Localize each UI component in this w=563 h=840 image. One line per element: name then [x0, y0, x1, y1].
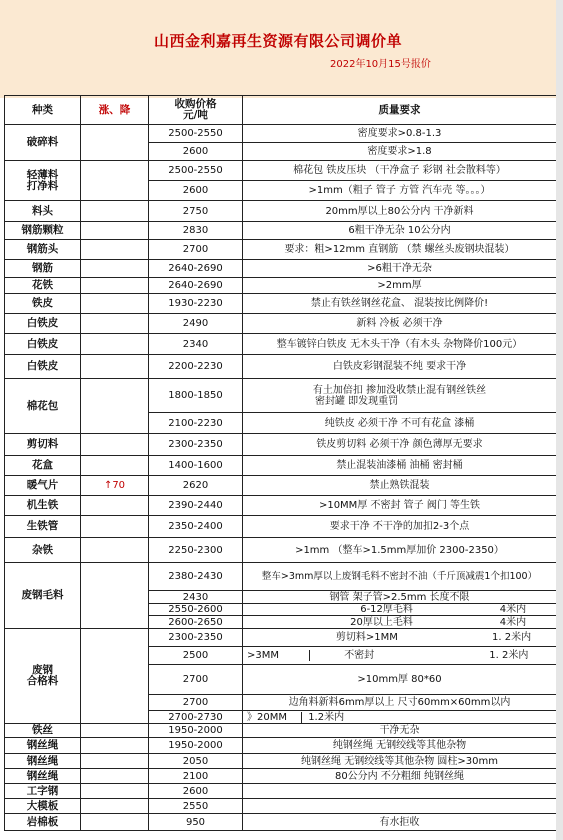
- requirement-part: 4米内: [499, 604, 527, 615]
- requirement-cell: 密度要求>0.8-1.3: [243, 125, 557, 143]
- change-cell: ↑70: [81, 476, 149, 496]
- table-row: [5, 434, 557, 456]
- requirement-cell: >1mm （整车>1.5mm厚加价 2300-2350）: [243, 538, 557, 563]
- requirement-cell: 白铁皮彩钢混装不纯 要求干净: [243, 355, 557, 379]
- table-row: [5, 538, 557, 563]
- category-cell: [5, 629, 81, 724]
- requirement-cell: [243, 784, 557, 799]
- table-row: [5, 516, 557, 538]
- table-row: [5, 278, 557, 294]
- price-cell: 2500: [149, 647, 243, 665]
- requirement-cell: 纯钢丝绳 无钢绞线等其他杂物 圆柱>30mm: [243, 754, 557, 769]
- category-cell: 破碎料: [5, 125, 81, 161]
- change-cell: [81, 456, 149, 476]
- requirement-cell: 要求：粗>12mm 直钢筋 （禁 螺丝头废钢块混装）: [243, 240, 557, 260]
- change-cell: [81, 125, 149, 161]
- requirement-line: 有土加倍扣 掺加没收禁止混有钢丝铁丝: [312, 384, 487, 396]
- category-cell: 铁皮: [5, 294, 81, 314]
- category-cell: 花铁: [5, 278, 81, 294]
- table-row: [5, 161, 557, 181]
- table-row: [5, 201, 557, 222]
- requirement-part: 不密封: [344, 650, 375, 661]
- requirement-cell: 棉花包 铁皮压块 （干净盒子 彩钢 社会散料等）: [243, 161, 557, 181]
- category-cell: 暖气片: [5, 476, 81, 496]
- price-cell: 2500-2550: [149, 125, 243, 143]
- table-header-row: [5, 96, 557, 125]
- price-cell: 2750: [149, 201, 243, 222]
- category-cell: 机生铁: [5, 496, 81, 516]
- table-row: [5, 125, 557, 143]
- table-row: [5, 334, 557, 355]
- page-edge: [556, 0, 563, 840]
- category-line: 打净料: [26, 179, 59, 192]
- requirement-cell: 干净无杂: [243, 724, 557, 738]
- price-cell: 2350-2400: [149, 516, 243, 538]
- price-cell: 2050: [149, 754, 243, 769]
- category-cell: 生铁管: [5, 516, 81, 538]
- requirement-part: 1. 2米内: [492, 632, 532, 643]
- change-cell: [81, 629, 149, 724]
- change-cell: [81, 516, 149, 538]
- price-cell: 2830: [149, 222, 243, 240]
- category-cell: 钢筋头: [5, 240, 81, 260]
- requirement-cell: 20mm厚以上80公分内 干净新料: [243, 201, 557, 222]
- price-cell: 1950-2000: [149, 724, 243, 738]
- table-row: [5, 456, 557, 476]
- requirement-cell: 边角料新料6mm厚以上 尺寸60mm×60mm以内: [243, 695, 557, 711]
- price-cell: 2700: [149, 240, 243, 260]
- category-cell: 白铁皮: [5, 334, 81, 355]
- requirement-part: 1. 2米内: [489, 650, 529, 661]
- table-row: [5, 260, 557, 278]
- category-cell: 钢丝绳: [5, 754, 81, 769]
- category-line: 轻薄料: [26, 168, 59, 181]
- price-cell: 1950-2000: [149, 738, 243, 754]
- requirement-cell: 整车镀锌白铁皮 无木头干净（有木头 杂物降价100元）: [243, 334, 557, 355]
- table-row: [5, 314, 557, 334]
- change-cell: [81, 434, 149, 456]
- change-cell: [81, 260, 149, 278]
- column-header-requirement: 质量要求: [243, 96, 557, 125]
- change-cell: [81, 814, 149, 831]
- requirement-cell: 密度要求>1.8: [243, 143, 557, 161]
- requirement-cell: 禁止熟铁混装: [243, 476, 557, 496]
- change-cell: [81, 334, 149, 355]
- change-cell: [81, 538, 149, 563]
- change-cell: [81, 784, 149, 799]
- change-cell: [81, 379, 149, 434]
- category-cell: 钢筋颗粒: [5, 222, 81, 240]
- table-row: [5, 724, 557, 738]
- price-cell: 2700-2730: [149, 711, 243, 724]
- category-cell: 白铁皮: [5, 355, 81, 379]
- requirement-cell: [243, 629, 557, 647]
- price-cell: 2300-2350: [149, 434, 243, 456]
- change-cell: [81, 240, 149, 260]
- category-cell: 钢筋: [5, 260, 81, 278]
- requirement-cell: 6粗干净无杂 10公分内: [243, 222, 557, 240]
- category-line: 废钢: [32, 664, 53, 676]
- category-cell: 料头: [5, 201, 81, 222]
- table-row: [5, 294, 557, 314]
- price-cell: 2600: [149, 181, 243, 201]
- requirement-cell: >1mm（粗子 管子 方管 汽车壳 等。。。）: [243, 181, 557, 201]
- requirement-cell: >2mm厚: [243, 278, 557, 294]
- requirement-line: 密封罐 即发现重罚: [315, 395, 399, 407]
- category-cell: 大模板: [5, 799, 81, 814]
- price-cell: 2490: [149, 314, 243, 334]
- table-row: [5, 814, 557, 831]
- price-cell: 2640-2690: [149, 260, 243, 278]
- requirement-part: 》20MM: [247, 712, 302, 723]
- requirement-cell: [243, 616, 557, 629]
- change-cell: [81, 496, 149, 516]
- requirement-cell: 纯钢丝绳 无钢绞线等其他杂物: [243, 738, 557, 754]
- quote-date: 2022年10月15号报价: [330, 59, 431, 70]
- table-row: [5, 799, 557, 814]
- table-row: [5, 496, 557, 516]
- requirement-cell: 禁止有铁丝钢丝花盒、 混装按比例降价!: [243, 294, 557, 314]
- table-row: [5, 738, 557, 754]
- table-row: [5, 240, 557, 260]
- requirement-cell: >10mm厚 80*60: [243, 665, 557, 695]
- column-header-category: 种类: [5, 96, 81, 125]
- table-row: [5, 784, 557, 799]
- table-row: [5, 476, 557, 496]
- change-cell: [81, 738, 149, 754]
- change-cell: [81, 754, 149, 769]
- requirement-cell: 铁皮剪切料 必须干净 颜色薄厚无要求: [243, 434, 557, 456]
- requirement-cell: 新料 冷板 必须干净: [243, 314, 557, 334]
- price-cell: 2600: [149, 143, 243, 161]
- price-cell: 2500-2550: [149, 161, 243, 181]
- requirement-part: 20厚以上毛料: [350, 616, 413, 628]
- change-cell: [81, 724, 149, 738]
- requirement-cell: >10MM厚 不密封 管子 阀门 等生铁: [243, 496, 557, 516]
- price-cell: 950: [149, 814, 243, 831]
- price-cell: 2550-2600: [149, 604, 243, 616]
- category-cell: 钢丝绳: [5, 738, 81, 754]
- table-row: [5, 563, 557, 591]
- requirement-part: 剪切料>1MM: [335, 632, 398, 643]
- table-row: [5, 629, 557, 647]
- category-cell: 废钢毛料: [5, 563, 81, 629]
- category-cell: 白铁皮: [5, 314, 81, 334]
- price-cell: 2700: [149, 695, 243, 711]
- price-cell: 2620: [149, 476, 243, 496]
- requirement-part: >3MM: [247, 650, 310, 661]
- category-cell: 棉花包: [5, 379, 81, 434]
- price-cell: 2300-2350: [149, 629, 243, 647]
- price-cell: 2340: [149, 334, 243, 355]
- requirement-cell: [243, 379, 557, 413]
- change-cell: [81, 314, 149, 334]
- requirement-cell: >6粗干净无杂: [243, 260, 557, 278]
- price-cell: 2700: [149, 665, 243, 695]
- change-cell: [81, 769, 149, 784]
- category-cell: 工字钢: [5, 784, 81, 799]
- price-cell: 2430: [149, 591, 243, 604]
- requirement-cell: 纯铁皮 必须干净 不可有花盒 漆桶: [243, 413, 557, 434]
- change-cell: [81, 563, 149, 629]
- column-header-price: [149, 96, 243, 125]
- requirement-cell: [243, 799, 557, 814]
- price-cell: 2600: [149, 784, 243, 799]
- table-row: [5, 379, 557, 413]
- category-cell: 铁丝: [5, 724, 81, 738]
- category-cell: 岩棉板: [5, 814, 81, 831]
- price-cell: 1800-1850: [149, 379, 243, 413]
- price-cell: 2390-2440: [149, 496, 243, 516]
- table-row: [5, 754, 557, 769]
- price-cell: 2100-2230: [149, 413, 243, 434]
- category-cell: 剪切料: [5, 434, 81, 456]
- requirement-cell: [243, 604, 557, 616]
- category-cell: 钢丝绳: [5, 769, 81, 784]
- requirement-part: 4米内: [499, 616, 527, 628]
- price-cell: 2600-2650: [149, 616, 243, 629]
- requirement-cell: [243, 647, 557, 665]
- price-cell: 1400-1600: [149, 456, 243, 476]
- change-cell: [81, 294, 149, 314]
- price-cell: 2640-2690: [149, 278, 243, 294]
- requirement-part: 1.2米内: [308, 711, 345, 723]
- requirement-cell: 要求干净 不干净的加扣2-3个点: [243, 516, 557, 538]
- price-cell: 2100: [149, 769, 243, 784]
- requirement-part: 6-12厚毛料: [360, 604, 413, 615]
- requirement-cell: 钢管 架子管>2.5mm 长度不限: [243, 591, 557, 604]
- change-cell: [81, 278, 149, 294]
- requirement-cell: [243, 711, 557, 724]
- price-table: [4, 95, 557, 831]
- price-cell: 2200-2230: [149, 355, 243, 379]
- requirement-cell: 80公分内 不分粗细 纯钢丝绳: [243, 769, 557, 784]
- requirement-cell: 禁止混装油漆桶 油桶 密封桶: [243, 456, 557, 476]
- table-row: [5, 769, 557, 784]
- table-row: [5, 355, 557, 379]
- page-title: 山西金利嘉再生资源有限公司调价单: [153, 32, 402, 50]
- category-cell: 花盒: [5, 456, 81, 476]
- column-header-price-line1: 收购价格: [174, 98, 217, 110]
- sheet-header: [0, 0, 556, 98]
- change-cell: [81, 161, 149, 201]
- column-header-change: 涨、降: [81, 96, 149, 125]
- category-cell: 杂铁: [5, 538, 81, 563]
- category-line: 合格料: [26, 675, 59, 687]
- price-cell: 2380-2430: [149, 563, 243, 591]
- price-cell: 2250-2300: [149, 538, 243, 563]
- change-cell: [81, 201, 149, 222]
- column-header-price-line2: 元/吨: [183, 109, 208, 121]
- requirement-cell: 整车>3mm厚以上废钢毛料不密封不油（千斤顶减震1个扣100）: [243, 563, 557, 591]
- table-row: [5, 222, 557, 240]
- change-cell: [81, 355, 149, 379]
- change-cell: [81, 222, 149, 240]
- price-cell: 2550: [149, 799, 243, 814]
- requirement-cell: 有水拒收: [243, 814, 557, 831]
- price-cell: 1930-2230: [149, 294, 243, 314]
- category-cell: [5, 161, 81, 201]
- change-cell: [81, 799, 149, 814]
